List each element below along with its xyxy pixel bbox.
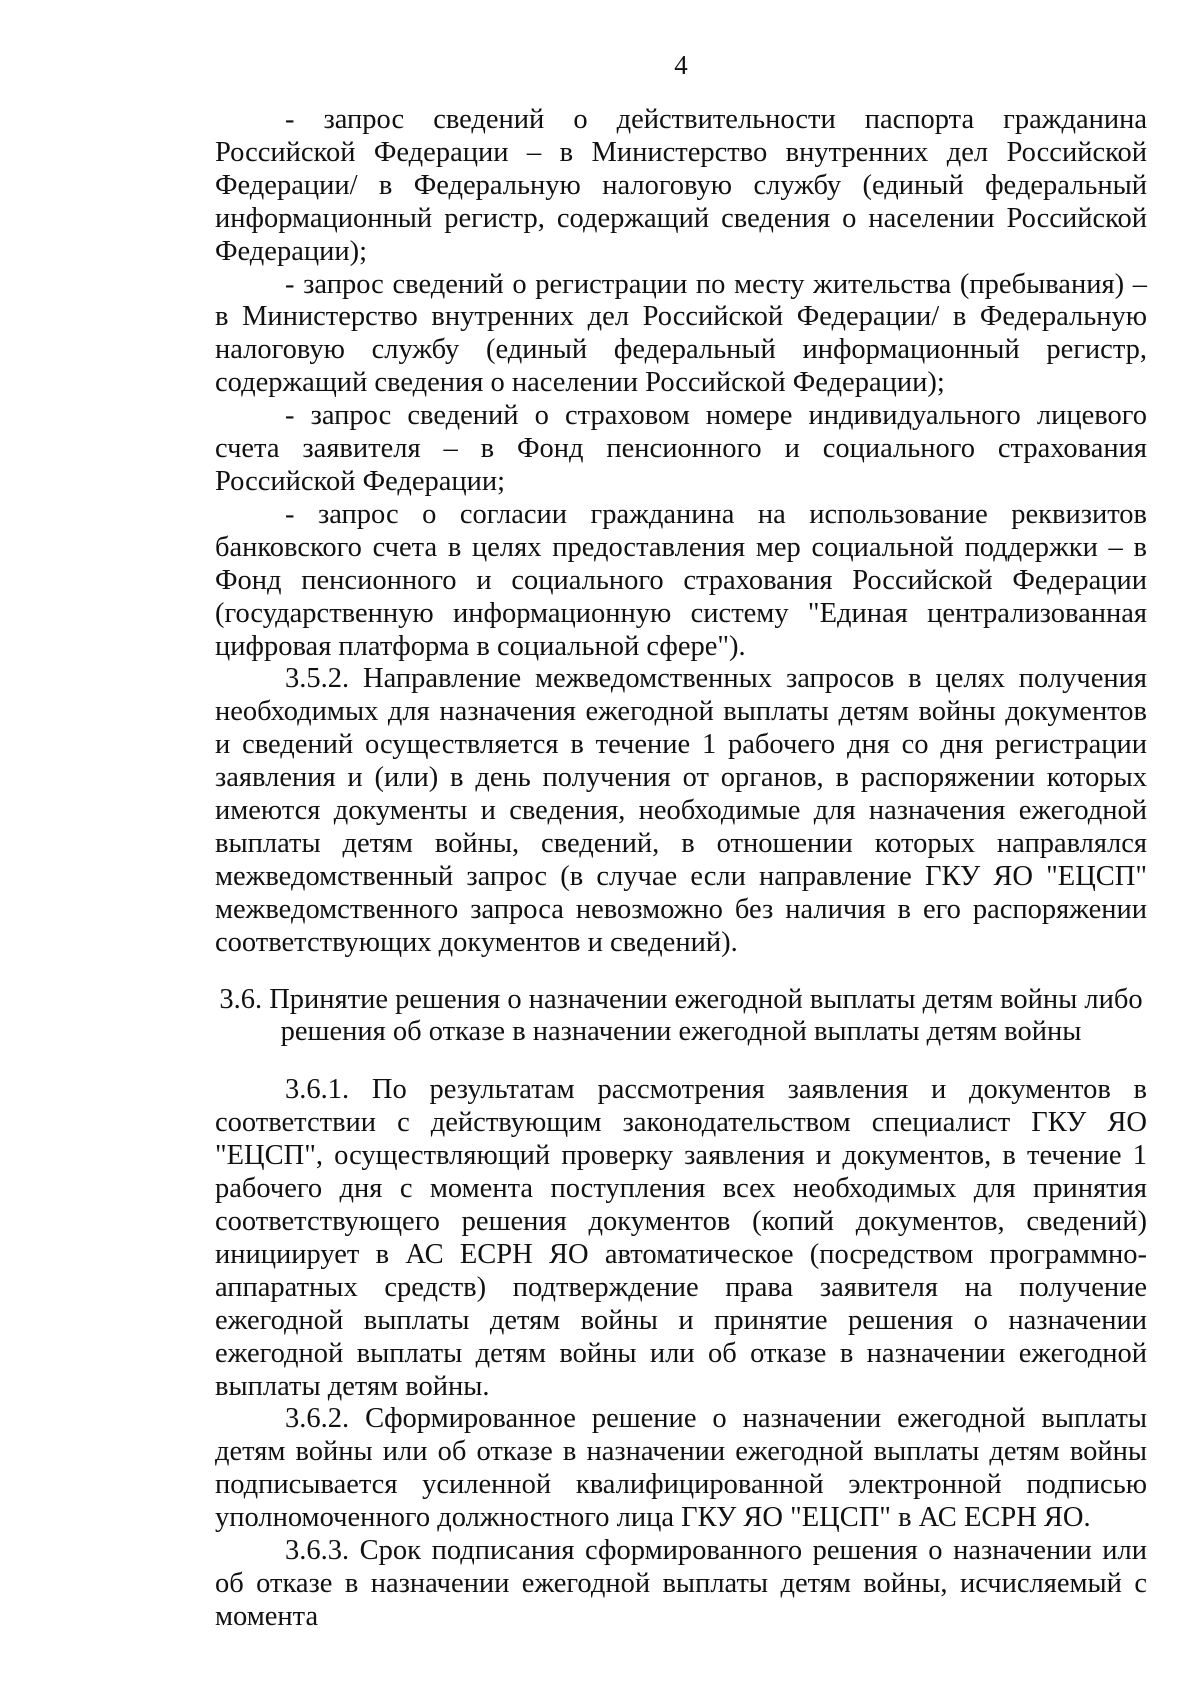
section-heading-line-2: решения об отказе в назначении ежегодной выплаты детям войны	[280, 1016, 1082, 1048]
paragraph-3-6-2: 3.6.2. Сформированное решение о назначении ежегодной выплаты детям войны или об отказе в назначении ежегодной выплаты детям войны подписывается усиленной квалифицированной электронной подписью уполномоченного должностного лица ГКУ ЯО "ЕЦСП" в АС ЕСРН ЯО.	[215, 1403, 1147, 1534]
paragraph-passport-request: - запрос сведений о действительности паспорта гражданина Российской Федерации – в Министерство внутренних дел Российской Федерации/ в Федеральную налоговую службу (единый федеральный информационный регистр, содержащий сведения о населении Российской Федерации);	[215, 104, 1147, 267]
page-number: 4	[674, 50, 688, 80]
document-body	[215, 104, 1147, 1634]
paragraph-snils-request: - запрос сведений о страховом номере индивидуального лицевого счета заявителя – в Фонд пенсионного и социального страхования Российской Федерации;	[215, 400, 1147, 497]
paragraph-bank-account-consent-request: - запрос о согласии гражданина на использование реквизитов банковского счета в целях предоставления мер социальной поддержки – в Фонд пенсионного и социального страхования Российской Федерации (государственную информационную систему "Единая централизованная цифровая платформа в социальной сфере").	[215, 498, 1147, 662]
section-heading-line-1: 3.6. Принятие решения о назначении ежегодной выплаты детям войны либо	[219, 983, 1143, 1015]
paragraph-registration-request: - запрос сведений о регистрации по месту жительства (пребывания) – в Министерство внутренних дел Российской Федерации/ в Федеральную налоговую службу (единый федеральный информационный регистр, содержащий сведения о населении Российской Федерации);	[215, 268, 1147, 399]
paragraph-3-5-2: 3.5.2. Направление межведомственных запросов в целях получения необходимых для назначения ежегодной выплаты детям войны документов и сведений осуществляется в течение 1 рабочего дня со дня регистрации заявления и (или) в день получения от органов, в распоряжении которых имеются документы и сведения, необходимые для назначения ежегодной выплаты детям войны, сведений, в отношении которых направлялся межведомственный запрос (в случае если направление ГКУ ЯО "ЕЦСП" межведомственного запроса невозможно без наличия в его распоряжении соответствующих документов и сведений).	[215, 663, 1147, 958]
section-heading-3-6	[215, 984, 1147, 1050]
paragraph-3-6-3: 3.6.3. Срок подписания сформированного решения о назначении или об отказе в назначении ежегодной выплаты детям войны, исчисляемый с момента	[215, 1535, 1147, 1632]
paragraph-3-6-1: 3.6.1. По результатам рассмотрения заявления и документов в соответствии с действующим законодательством специалист ГКУ ЯО "ЕЦСП", осуществляющий проверку заявления и документов, в течение 1 рабочего дня с момента поступления всех необходимых для принятия соответствующего решения документов (копий документов, сведений) инициирует в АС ЕСРН ЯО автоматическое (посредством программно-аппаратных средств) подтверждение права заявителя на получение ежегодной выплаты детям войны и принятие решения о назначении ежегодной выплаты детям войны или об отказе в назначении ежегодной выплаты детям войны.	[215, 1074, 1147, 1402]
